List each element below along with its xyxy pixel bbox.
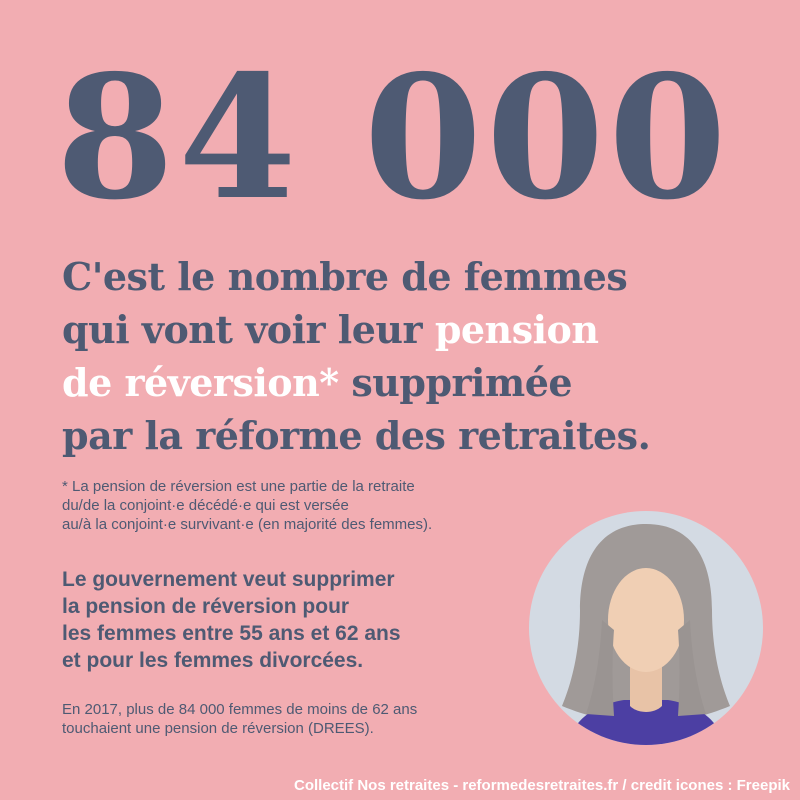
footnote-line-3: au/à la conjoint·e survivant·e (en majorité des femmes). bbox=[62, 516, 433, 533]
headline-line-2 bbox=[62, 303, 762, 356]
headline-highlight-reversion: de réversion* bbox=[62, 360, 339, 405]
headline-line-2-text: qui vont voir leur bbox=[62, 307, 435, 352]
credits-footer: Collectif Nos retraites - reformedesretraites.fr / credit icones : Freepik bbox=[293, 777, 790, 794]
source-line-1: En 2017, plus de 84 000 femmes de moins de 62 ans bbox=[62, 701, 418, 718]
headline-highlight-pension: pension bbox=[434, 307, 599, 352]
source-note bbox=[62, 700, 532, 738]
statement-line-2: la pension de réversion pour bbox=[62, 595, 350, 618]
statement-line-3: les femmes entre 55 ans et 62 ans bbox=[62, 622, 401, 645]
statement-line-4: et pour les femmes divorcées. bbox=[62, 649, 364, 672]
woman-avatar-icon bbox=[528, 510, 764, 746]
headline-line-1: C'est le nombre de femmes bbox=[62, 254, 628, 299]
headline-line-3 bbox=[62, 356, 762, 409]
footnote-line-1: * La pension de réversion est une partie de la retraite bbox=[62, 478, 415, 495]
government-statement bbox=[62, 566, 532, 674]
headline-line-3-text: supprimée bbox=[338, 360, 573, 405]
headline-number: 84 000 bbox=[56, 38, 731, 238]
footnote bbox=[62, 477, 542, 534]
source-line-2: touchaient une pension de réversion (DREES). bbox=[62, 720, 374, 737]
footnote-line-2: du/de la conjoint·e décédé·e qui est versée bbox=[62, 497, 349, 514]
headline-line-4: par la réforme des retraites. bbox=[62, 413, 651, 458]
headline-text bbox=[62, 250, 762, 462]
statement-line-1: Le gouvernement veut supprimer bbox=[62, 568, 395, 591]
